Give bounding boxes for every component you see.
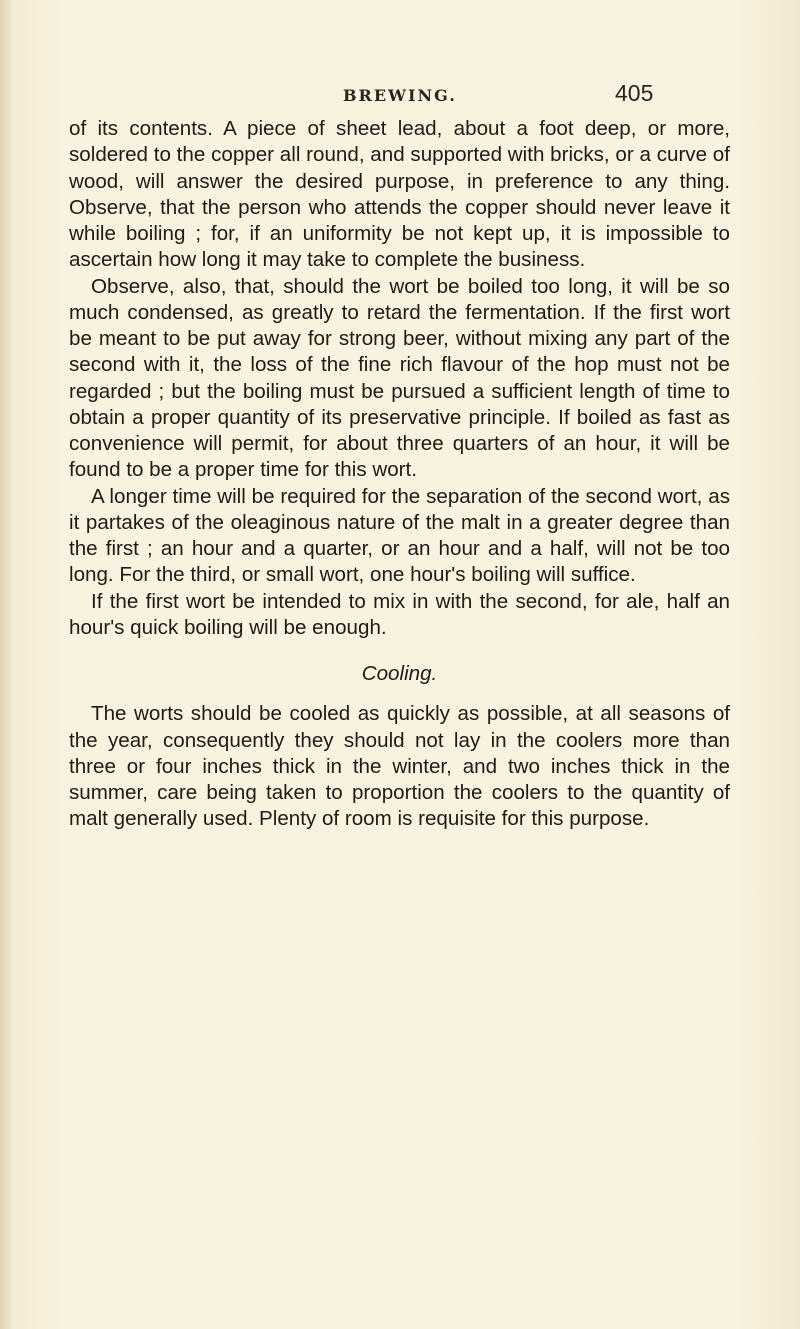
page-gutter-shadow	[0, 0, 14, 1329]
running-header	[0, 80, 800, 110]
paragraph: A longer time will be required for the separation of the second wort, as it partakes of the oleaginous nature of the malt in a greater degree than the first ; an hour and a quarter, or an hour and a half, will not be too long. For the third, or small wort, one hour's boiling will suffice.	[69, 484, 730, 587]
body-text	[69, 116, 730, 833]
paragraph: If the first wort be intended to mix in with the second, for ale, half an hour's quick boiling will be enough.	[69, 589, 730, 639]
paragraph: of its contents. A piece of sheet lead, about a foot deep, or more, soldered to the copper all round, and supported with bricks, or a curve of wood, will answer the desired purpose, in preference to any thing. Observe, that the person who attends the copper should never leave it while boiling ; for, if an uniformity be not kept up, it is impossible to ascertain how long it may take to complete the business.	[69, 117, 730, 272]
page-number: 405	[615, 80, 654, 106]
paragraph: The worts should be cooled as quickly as possible, at all seasons of the year, consequently they should not lay in the coolers more than three or four inches thick in the winter, and two inches thick in the summer, care being taken to proportion the coolers to the quantity of malt generally used. Plenty of room is requisite for this purpose.	[69, 702, 730, 831]
paragraph: Observe, also, that, should the wort be boiled too long, it will be so much condensed, as greatly to retard the fermentation. If the first wort be meant to be put away for strong beer, without mixing any part of the second with it, the loss of the fine rich flavour of the hop must not be regarded ; but the boiling must be pursued a sufficient length of time to obtain a proper quantity of its preservative principle. If boiled as fast as convenience will permit, for about three quarters of an hour, it will be found to be a proper time for this wort.	[69, 274, 730, 482]
section-heading: Cooling.	[361, 662, 438, 685]
running-title: BREWING.	[343, 86, 457, 105]
